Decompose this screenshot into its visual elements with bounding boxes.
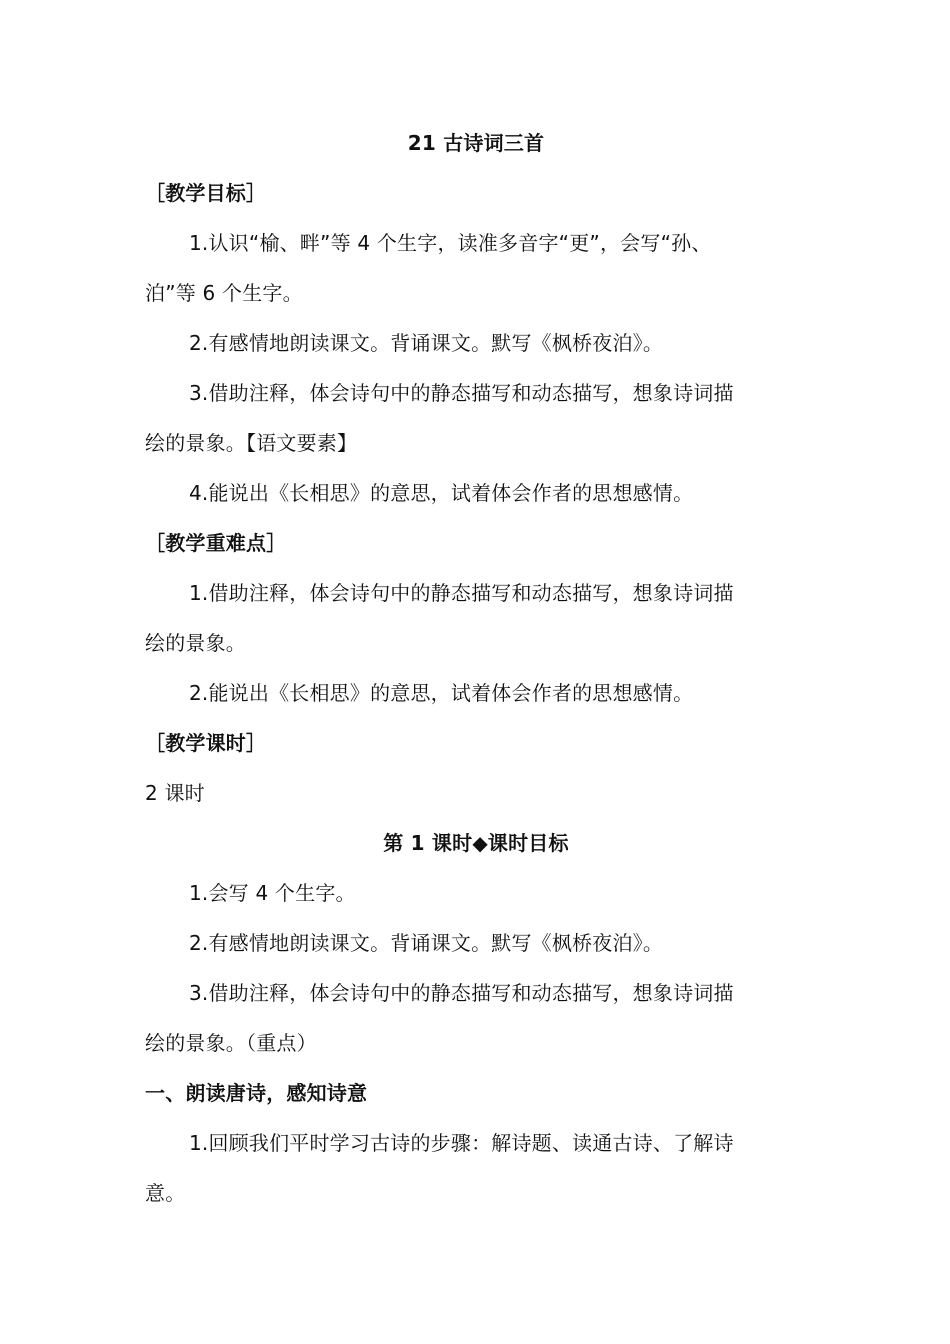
objectives-heading: ［教学目标］ [145, 181, 267, 205]
key-point-1-line-2: 绘的景象。 [145, 631, 246, 655]
lesson1-goal-3-line-2: 绘的景象。（重点） [145, 1031, 317, 1055]
objective-1-line-2: 泊”等 6 个生字。 [145, 281, 303, 305]
section1-item-1-line-2: 意。 [145, 1181, 186, 1205]
objective-1-line-1: 1.认识“榆、畔”等 4 个生字，读准多音字“更”，会写“孙、 [189, 231, 712, 255]
document-title: 21 古诗词三首 [407, 131, 545, 155]
objective-4: 4.能说出《长相思》的意思，试着体会作者的思想感情。 [189, 481, 694, 505]
objective-2: 2.有感情地朗读课文。背诵课文。默写《枫桥夜泊》。 [189, 331, 664, 355]
lesson1-goal-2: 2.有感情地朗读课文。背诵课文。默写《枫桥夜泊》。 [189, 931, 664, 955]
objective-3-line-1: 3.借助注释，体会诗句中的静态描写和动态描写，想象诗词描 [189, 381, 734, 405]
key-point-1-line-1: 1.借助注释，体会诗句中的静态描写和动态描写，想象诗词描 [189, 581, 734, 605]
lesson1-goal-1: 1.会写 4 个生字。 [189, 881, 356, 905]
key-point-2: 2.能说出《长相思》的意思，试着体会作者的思想感情。 [189, 681, 694, 705]
lesson1-heading: 第 1 课时◆课时目标 [383, 831, 569, 855]
document-page [145, 118, 807, 1218]
section1-item-1-line-1: 1.回顾我们平时学习古诗的步骤：解诗题、读通古诗、了解诗 [189, 1131, 734, 1155]
section1-heading: 一、朗读唐诗，感知诗意 [145, 1081, 368, 1105]
objective-3-line-2: 绘的景象。【语文要素】 [145, 431, 358, 455]
lesson1-goal-3-line-1: 3.借助注释，体会诗句中的静态描写和动态描写，想象诗词描 [189, 981, 734, 1005]
hours-heading: ［教学课时］ [145, 731, 267, 755]
key-points-heading: ［教学重难点］ [145, 531, 287, 555]
hours-value: 2 课时 [145, 781, 205, 805]
